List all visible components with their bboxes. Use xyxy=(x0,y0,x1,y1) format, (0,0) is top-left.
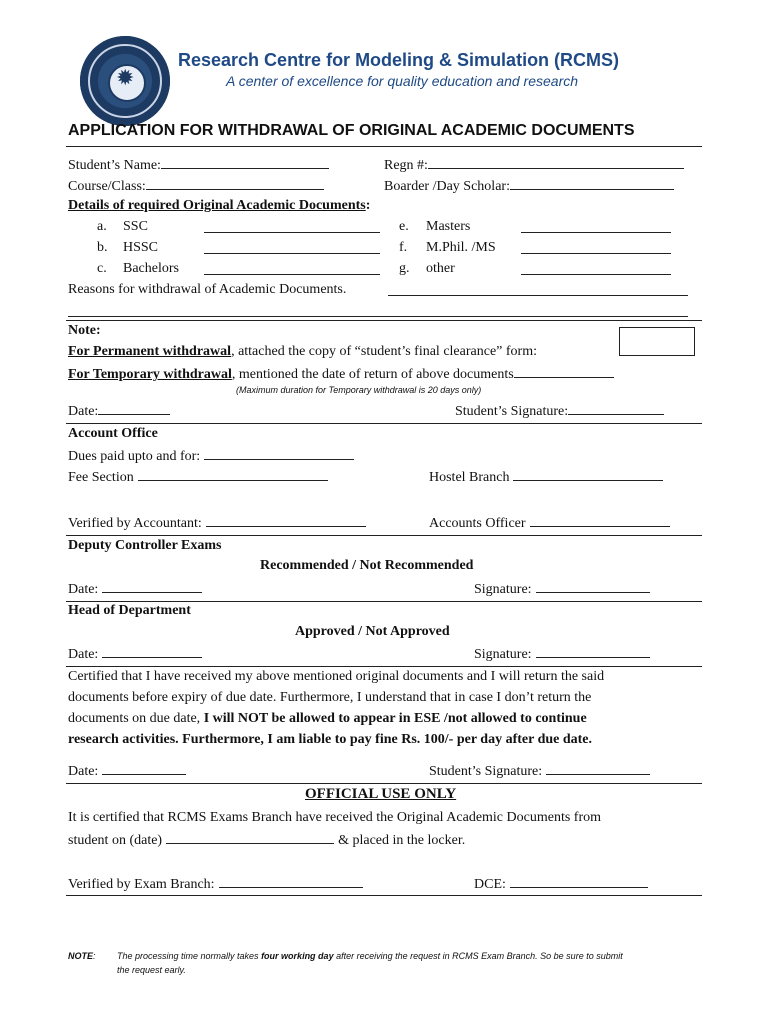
title-divider xyxy=(66,146,702,147)
doc-item-ssc xyxy=(97,219,148,235)
received-date-label: student on (date) xyxy=(68,833,163,848)
reasons-label: Reasons for withdrawal of Academic Documents. xyxy=(68,282,347,297)
note-signature-label: Student’s Signature: xyxy=(455,404,569,419)
deputy-date-field[interactable] xyxy=(102,580,202,593)
hod-approval-status: Approved / Not Approved xyxy=(295,624,450,639)
regn-label: Regn #: xyxy=(384,158,428,173)
fee-section-field[interactable] xyxy=(138,468,328,481)
student-name-field[interactable] xyxy=(161,156,329,169)
permanent-text: , attached the copy of “student’s final clearance” form: xyxy=(231,344,537,359)
doc-item-other xyxy=(399,261,455,277)
hod-date-field[interactable] xyxy=(102,645,202,658)
note-signature-row xyxy=(455,402,664,420)
cert-date-row xyxy=(68,762,186,780)
accounts-officer-label: Accounts Officer xyxy=(429,516,526,531)
footer-text-before: The processing time normally takes xyxy=(117,951,262,961)
section-divider xyxy=(66,666,702,667)
other-field[interactable] xyxy=(521,262,671,275)
clearance-attached-box[interactable] xyxy=(619,327,695,356)
dce-field[interactable] xyxy=(510,875,648,888)
exam-branch-row xyxy=(68,875,363,893)
footer-note-line-2: the request early. xyxy=(117,965,186,975)
certification-line-2: documents before expiry of due date. Furthermore, I understand that in case I don’t return the xyxy=(68,690,592,705)
student-name-row xyxy=(68,156,329,174)
doc-name: HSSC xyxy=(123,240,159,255)
boarder-label: Boarder /Day Scholar: xyxy=(384,179,510,194)
doc-letter: f. xyxy=(399,240,408,255)
documents-heading-colon: : xyxy=(365,198,371,213)
note-date-label: Date: xyxy=(68,404,99,419)
certification-line-4: research activities. Furthermore, I am liable to pay fine Rs. 100/- per day after due date. xyxy=(68,732,593,747)
footer-note-label xyxy=(68,951,96,961)
doc-letter: b. xyxy=(97,240,108,255)
note-signature-field[interactable] xyxy=(568,402,664,415)
note-label: Note: xyxy=(68,323,101,338)
doc-name: M.Phil. /MS xyxy=(426,240,496,255)
documents-heading-row xyxy=(68,198,370,214)
course-field[interactable] xyxy=(146,177,324,190)
mphil-field[interactable] xyxy=(521,241,671,254)
section-divider xyxy=(66,783,702,784)
hostel-branch-label: Hostel Branch xyxy=(429,470,510,485)
deputy-signature-row xyxy=(474,580,650,598)
hod-date-label: Date: xyxy=(68,647,99,662)
form-title: APPLICATION FOR WITHDRAWAL OF ORIGINAL ACADEMIC DOCUMENTS xyxy=(68,122,635,139)
note-date-row xyxy=(68,402,170,420)
official-use-heading: OFFICIAL USE ONLY xyxy=(305,786,457,802)
footer-note-keyword: NOTE xyxy=(68,951,94,961)
doc-item-masters xyxy=(399,219,470,235)
reasons-field-line2[interactable] xyxy=(68,304,688,317)
doc-letter: e. xyxy=(399,219,409,234)
dues-field[interactable] xyxy=(204,447,354,460)
org-name: Research Centre for Modeling & Simulation (RCMS) xyxy=(178,50,620,70)
hod-signature-label: Signature: xyxy=(474,647,532,662)
deputy-signature-label: Signature: xyxy=(474,582,532,597)
regn-row xyxy=(384,156,684,174)
certification-line-3-plain: documents on due date, xyxy=(68,711,204,726)
regn-field[interactable] xyxy=(428,156,684,169)
footer-text-after: after receiving the request in RCMS Exam Branch. So be sure to submit xyxy=(333,951,623,961)
boarder-field[interactable] xyxy=(510,177,674,190)
deputy-recommendation-status: Recommended / Not Recommended xyxy=(260,558,474,573)
doc-name: Bachelors xyxy=(123,261,179,276)
accountant-row xyxy=(68,514,366,532)
doc-item-mphil xyxy=(399,240,496,256)
footer-text-bold: four working day xyxy=(261,951,334,961)
temporary-label: For Temporary withdrawal xyxy=(68,367,232,382)
doc-name: other xyxy=(426,261,455,276)
footer-note-colon: : xyxy=(93,951,96,961)
dce-label: DCE: xyxy=(474,877,506,892)
cert-signature-field[interactable] xyxy=(546,762,650,775)
bachelors-field[interactable] xyxy=(204,262,380,275)
deputy-controller-heading: Deputy Controller Exams xyxy=(68,538,222,553)
certification-line-1: Certified that I have received my above mentioned original documents and I will return the said xyxy=(68,669,605,684)
section-divider xyxy=(66,601,702,602)
doc-letter: a. xyxy=(97,219,107,234)
fee-section-row xyxy=(68,468,328,486)
hssc-field[interactable] xyxy=(204,241,380,254)
doc-item-bachelors xyxy=(97,261,179,277)
reasons-field-line1[interactable] xyxy=(388,283,688,296)
section-divider xyxy=(66,423,702,424)
hod-signature-row xyxy=(474,645,650,663)
doc-item-hssc xyxy=(97,240,158,256)
exam-branch-field[interactable] xyxy=(219,875,363,888)
section-divider xyxy=(66,320,702,321)
doc-letter: g. xyxy=(399,261,410,276)
permanent-withdrawal-row xyxy=(68,344,537,360)
accountant-label: Verified by Accountant: xyxy=(68,516,202,531)
student-name-label: Student’s Name: xyxy=(68,158,161,173)
ssc-field[interactable] xyxy=(204,220,380,233)
hostel-branch-row xyxy=(429,468,663,486)
account-office-heading: Account Office xyxy=(68,426,158,441)
section-divider xyxy=(66,895,702,896)
official-line-1: It is certified that RCMS Exams Branch have received the Original Academic Documents from xyxy=(68,810,602,825)
section-divider xyxy=(66,535,702,536)
cert-date-label: Date: xyxy=(68,764,99,779)
received-date-field[interactable] xyxy=(166,831,334,844)
cert-date-field[interactable] xyxy=(102,762,186,775)
deputy-date-label: Date: xyxy=(68,582,99,597)
dues-label: Dues paid upto and for: xyxy=(68,449,201,464)
note-date-field[interactable] xyxy=(98,402,170,415)
temporary-text: , mentioned the date of return of above documents xyxy=(231,367,514,382)
logo-emblem-icon: ✹ xyxy=(116,66,135,91)
max-duration-note: (Maximum duration for Temporary withdrawal is 20 days only) xyxy=(236,385,482,395)
course-row xyxy=(68,177,324,195)
course-label: Course/Class: xyxy=(68,179,146,194)
return-date-field[interactable] xyxy=(514,365,614,378)
documents-heading: Details of required Original Academic Documents xyxy=(68,198,366,213)
hostel-branch-field[interactable] xyxy=(513,468,663,481)
footer-note-text xyxy=(117,951,623,961)
exam-branch-label: Verified by Exam Branch: xyxy=(68,877,215,892)
accountant-field[interactable] xyxy=(206,514,366,527)
certification-line-3 xyxy=(68,711,587,727)
accounts-officer-row xyxy=(429,514,670,532)
dues-row xyxy=(68,447,354,465)
locker-text: & placed in the locker. xyxy=(338,833,466,848)
rcms-logo xyxy=(80,36,170,126)
permanent-label: For Permanent withdrawal xyxy=(68,344,232,359)
hod-signature-field[interactable] xyxy=(536,645,650,658)
dce-row xyxy=(474,875,648,893)
masters-field[interactable] xyxy=(521,220,671,233)
hod-date-row xyxy=(68,645,202,663)
org-tagline: A center of excellence for quality education and research xyxy=(226,73,579,89)
cert-signature-row xyxy=(429,762,650,780)
doc-name: SSC xyxy=(123,219,148,234)
doc-name: Masters xyxy=(426,219,471,234)
temporary-withdrawal-row xyxy=(68,365,614,383)
deputy-date-row xyxy=(68,580,202,598)
boarder-row xyxy=(384,177,674,195)
deputy-signature-field[interactable] xyxy=(536,580,650,593)
cert-signature-label: Student’s Signature: xyxy=(429,764,543,779)
certification-line-3-bold: I will NOT be allowed to appear in ESE /not allowed to continue xyxy=(203,711,587,726)
doc-letter: c. xyxy=(97,261,107,276)
official-line-2 xyxy=(68,831,465,849)
accounts-officer-field[interactable] xyxy=(530,514,670,527)
hod-heading: Head of Department xyxy=(68,603,191,618)
fee-section-label: Fee Section xyxy=(68,470,134,485)
